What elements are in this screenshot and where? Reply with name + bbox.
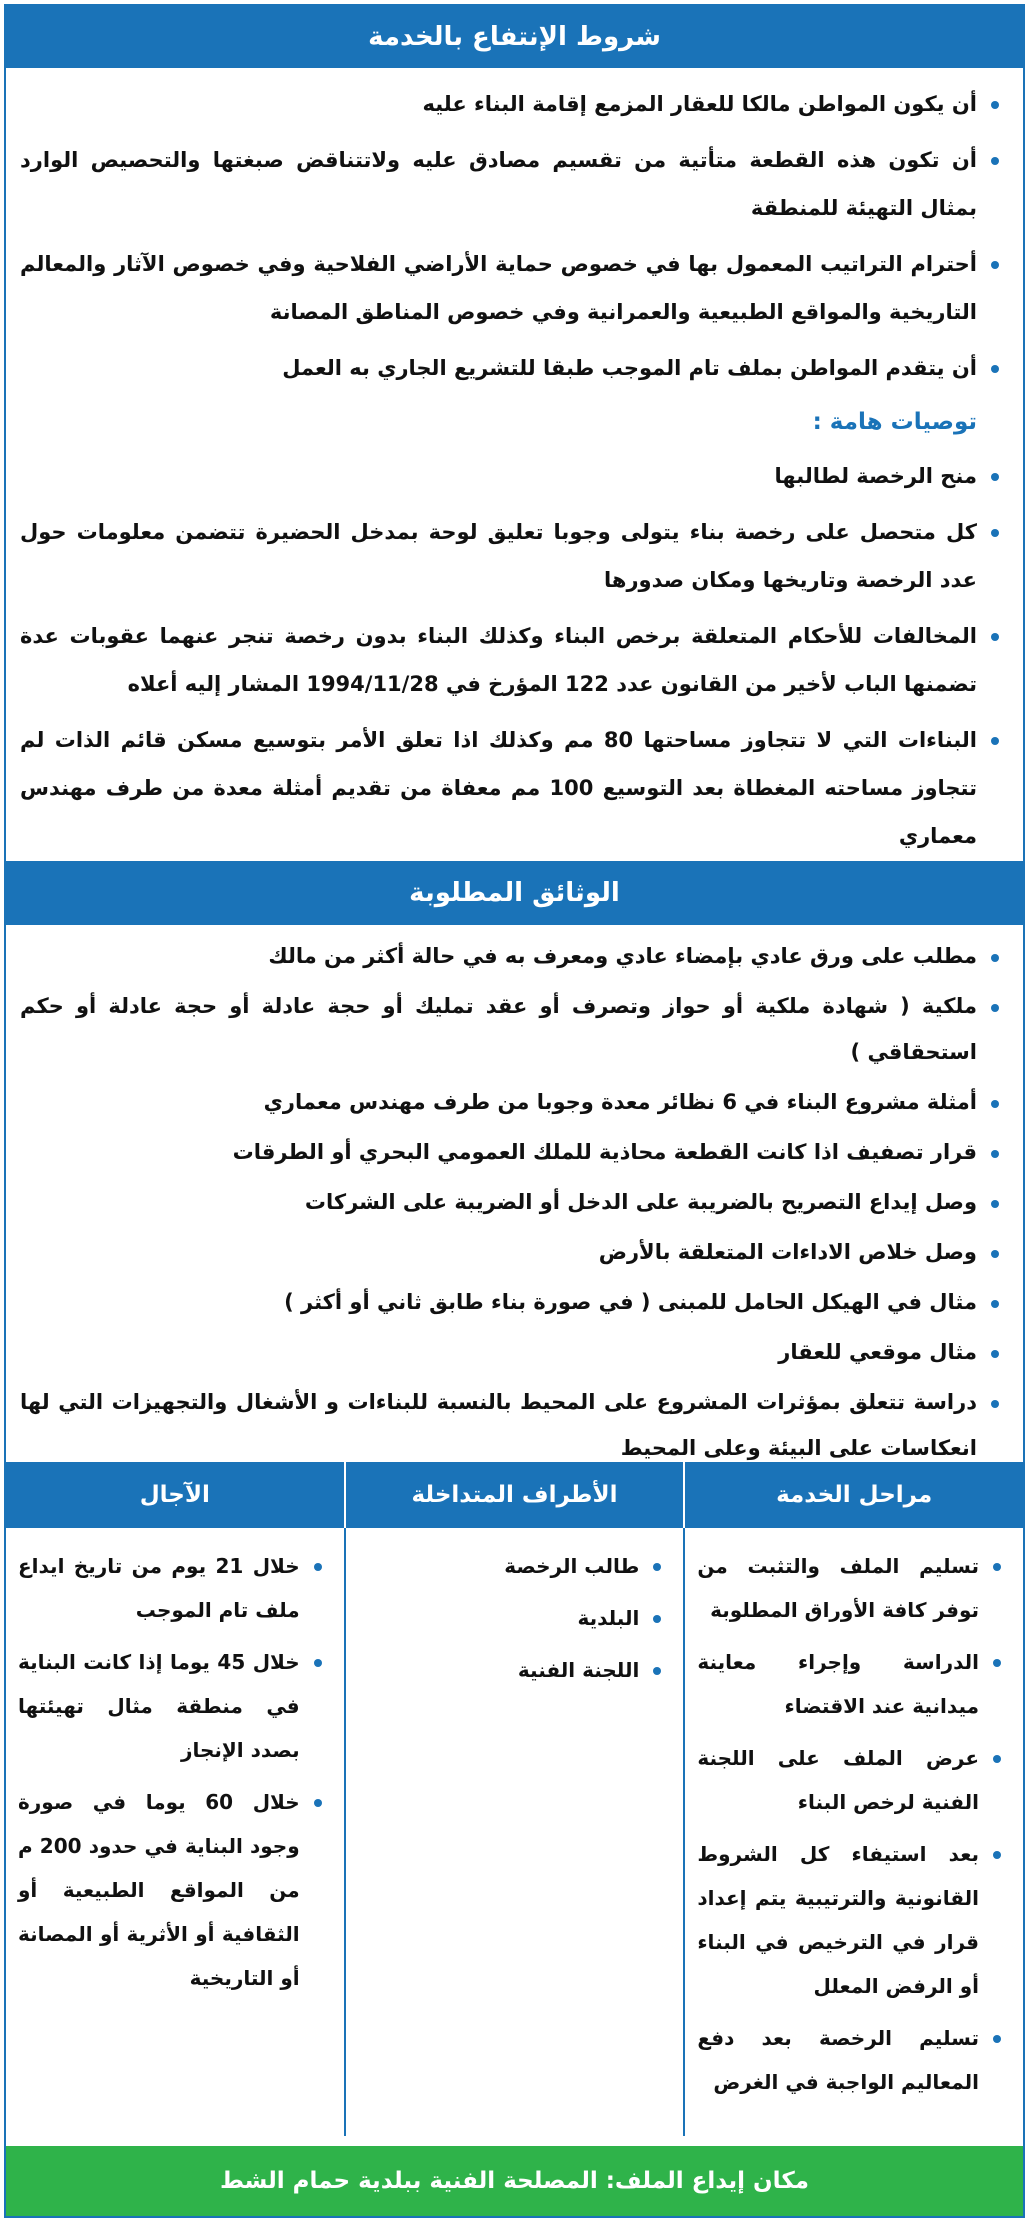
stage-item: تسليم الرخصة بعد دفع المعاليم الواجبة في الغرض	[697, 2016, 1007, 2104]
recommendations-list	[20, 452, 1005, 860]
bullet-icon	[991, 1300, 999, 1308]
bullet-icon	[991, 1200, 999, 1208]
bullet-icon	[991, 1150, 999, 1158]
parties-list	[358, 1544, 668, 1692]
bullet-icon	[653, 1667, 661, 1675]
stages-column	[683, 1528, 1023, 2136]
document-item: وصل خلاص الاداءات المتعلقة بالأرض	[20, 1229, 1005, 1275]
recommendation-item: كل متحصل على رخصة بناء يتولى وجوبا تعليق لوحة بمدخل الحضيرة تتضمن معلومات حول عدد الرخصة وتاريخها ومكان صدورها	[20, 508, 1005, 604]
bullet-icon	[991, 1400, 999, 1408]
parties-column	[344, 1528, 684, 2136]
condition-item: أن يكون المواطن مالكا للعقار المزمع إقامة البناء عليه	[20, 80, 1005, 128]
bullet-icon	[991, 1350, 999, 1358]
deadline-item: خلال 60 يوما في صورة وجود البناية في حدود 200 م من المواقع الطبيعية أو الثقافية أو الأثرية أو المصانة أو التاريخية	[18, 1780, 328, 2000]
documents-list	[20, 933, 1005, 1471]
recommendation-item: البناءات التي لا تتجاوز مساحتها 80 مم وكذلك اذا تعلق الأمر بتوسيع مسكن قائم الذات لم تتجاوز مساحته المغطاة بعد التوسيع 100 مم معفاة من تقديم أمثلة معدة من طرف مهندس معماري	[20, 716, 1005, 860]
document-item: أمثلة مشروع البناء في 6 نظائر معدة وجوبا من طرف مهندس معماري	[20, 1079, 1005, 1125]
document-item: مثال موقعي للعقار	[20, 1329, 1005, 1375]
conditions-title: شروط الإنتفاع بالخدمة	[6, 6, 1023, 68]
stages-table-body	[6, 1528, 1023, 2136]
recommendation-item: منح الرخصة لطالبها	[20, 452, 1005, 500]
stage-item: عرض الملف على اللجنة الفنية لرخص البناء	[697, 1736, 1007, 1824]
bullet-icon	[993, 1755, 1001, 1763]
deadline-item: خلال 21 يوم من تاريخ ايداع ملف تام الموجب	[18, 1544, 328, 1632]
bullet-icon	[314, 1659, 322, 1667]
deadlines-list	[18, 1544, 328, 2000]
bullet-icon	[991, 101, 999, 109]
recommendation-item: المخالفات للأحكام المتعلقة برخص البناء وكذلك البناء بدون رخصة تنجر عنهما عقوبات عدة تضمنها الباب لأخير من القانون عدد 122 المؤرخ في 1994/11/28 المشار إليه أعلاه	[20, 612, 1005, 708]
document-item: مثال في الهيكل الحامل للمبنى ( في صورة بناء طابق ثاني أو أكثر )	[20, 1279, 1005, 1325]
document-item: مطلب على ورق عادي بإمضاء عادي ومعرف به في حالة أكثر من مالك	[20, 933, 1005, 979]
header-parties: الأطراف المتداخلة	[344, 1462, 684, 1528]
recommendations-heading: توصيات هامة :	[812, 409, 977, 435]
bullet-icon	[991, 365, 999, 373]
stage-item: الدراسة وإجراء معاينة ميدانية عند الاقتضاء	[697, 1640, 1007, 1728]
deadlines-column	[6, 1528, 344, 2136]
bullet-icon	[993, 1851, 1001, 1859]
bullet-icon	[991, 157, 999, 165]
condition-item: أن يتقدم المواطن بملف تام الموجب طبقا للتشريع الجاري به العمل	[20, 344, 1005, 392]
document-item: دراسة تتعلق بمؤثرات المشروع على المحيط بالنسبة للبناءات و الأشغال والتجهيزات التي لها انعكاسات على البيئة وعلى المحيط	[20, 1379, 1005, 1471]
conditions-section	[6, 68, 1023, 861]
bullet-icon	[314, 1799, 322, 1807]
service-sheet	[4, 4, 1025, 2218]
bullet-icon	[991, 1250, 999, 1258]
bullet-icon	[991, 954, 999, 962]
documents-section	[6, 925, 1023, 1462]
document-item: وصل إيداع التصريح بالضريبة على الدخل أو الضريبة على الشركات	[20, 1179, 1005, 1225]
deposit-location-footer: مكان إيداع الملف: المصلحة الفنية ببلدية حمام الشط	[6, 2146, 1023, 2216]
bullet-icon	[314, 1563, 322, 1571]
header-stages: مراحل الخدمة	[683, 1462, 1023, 1528]
documents-title: الوثائق المطلوبة	[6, 861, 1023, 925]
bullet-icon	[993, 1563, 1001, 1571]
party-item: طالب الرخصة	[358, 1544, 668, 1588]
party-item: اللجنة الفنية	[358, 1648, 668, 1692]
bullet-icon	[991, 737, 999, 745]
bullet-icon	[653, 1563, 661, 1571]
condition-item: أن تكون هذه القطعة متأتية من تقسيم مصادق عليه ولاتتناقض صبغتها والتحصيص الوارد بمثال التهيئة للمنطقة	[20, 136, 1005, 232]
header-deadlines: الآجال	[139, 1482, 210, 1508]
deadline-item: خلال 45 يوما إذا كانت البناية في منطقة مثال تهيئتها بصدد الإنجاز	[18, 1640, 328, 1772]
bullet-icon	[991, 261, 999, 269]
conditions-list	[20, 80, 1005, 392]
bullet-icon	[653, 1615, 661, 1623]
condition-item: أحترام التراتيب المعمول بها في خصوص حماية الأراضي الفلاحية وفي خصوص الآثار والمعالم التاريخية والمواقع الطبيعية والعمرانية وفي خصوص المناطق المصانة	[20, 240, 1005, 336]
bullet-icon	[991, 1100, 999, 1108]
stage-item: بعد استيفاء كل الشروط القانونية والترتيبية يتم إعداد قرار في الترخيص في البناء أو الرفض المعلل	[697, 1832, 1007, 2008]
party-item: البلدية	[358, 1596, 668, 1640]
stage-item: تسليم الملف والتثبت من توفر كافة الأوراق المطلوبة	[697, 1544, 1007, 1632]
bullet-icon	[991, 1004, 999, 1012]
bullet-icon	[991, 529, 999, 537]
document-item: قرار تصفيف اذا كانت القطعة محاذية للملك العمومي البحري أو الطرقات	[20, 1129, 1005, 1175]
stages-table-header	[6, 1462, 1023, 1528]
bullet-icon	[991, 473, 999, 481]
stages-list	[697, 1544, 1007, 2104]
bullet-icon	[993, 2035, 1001, 2043]
bullet-icon	[991, 633, 999, 641]
document-item: ملكية ( شهادة ملكية أو حواز وتصرف أو عقد تمليك أو حجة عادلة أو حجة عادلة أو حكم استحقاقي )	[20, 983, 1005, 1075]
bullet-icon	[993, 1659, 1001, 1667]
